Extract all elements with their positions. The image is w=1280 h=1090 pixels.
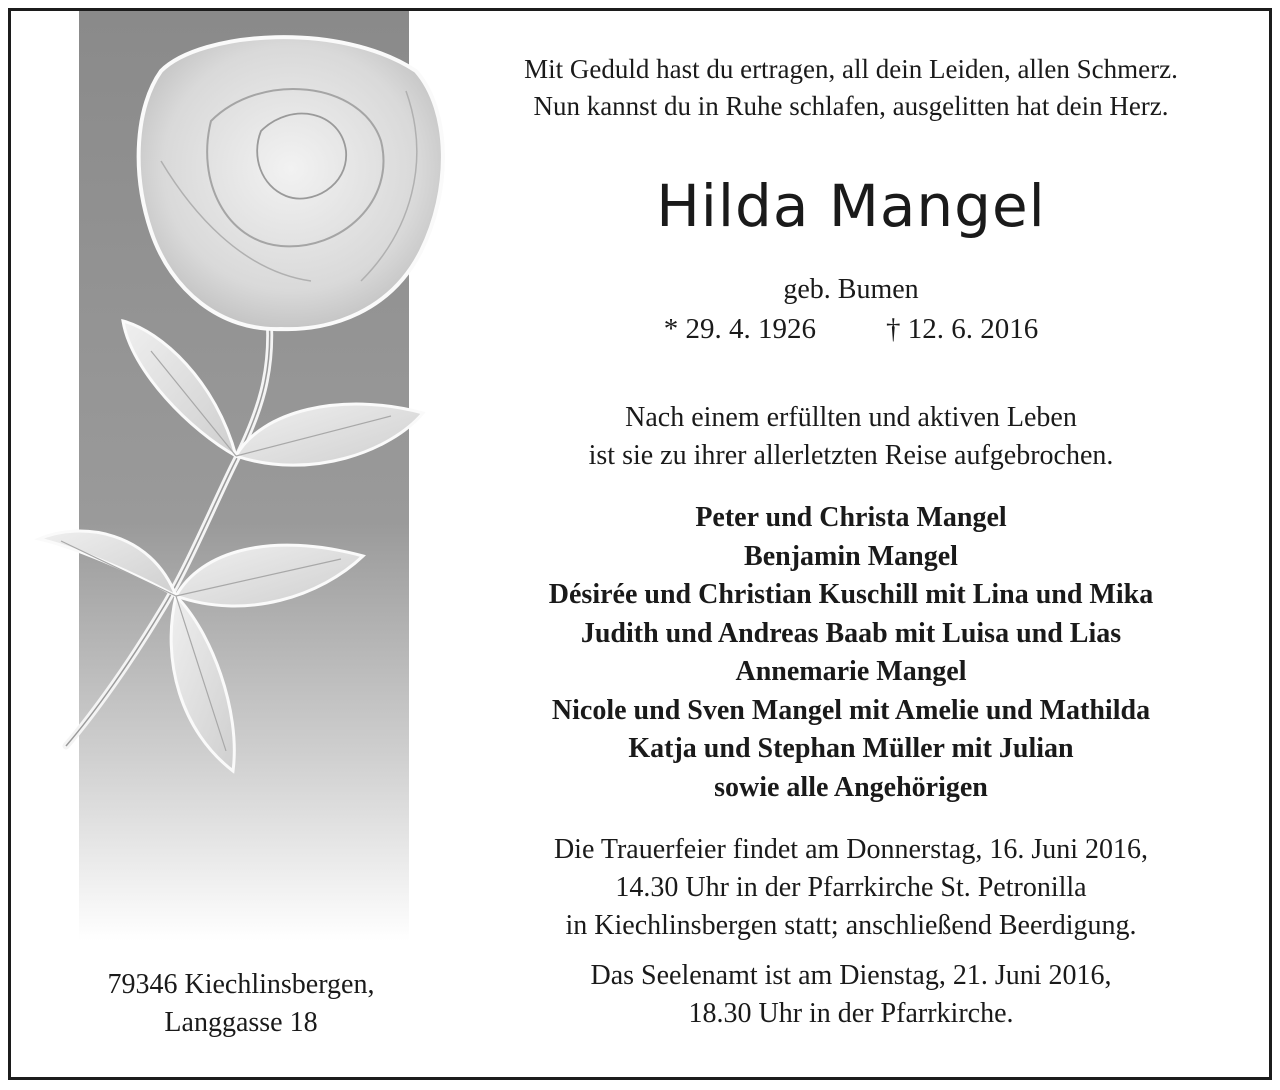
obituary-notice — [8, 8, 1272, 1080]
verse-line: Nun kannst du in Ruhe schlafen, ausgelitten hat dein Herz. — [533, 91, 1169, 121]
life-dates — [441, 309, 1261, 349]
intro-line: ist sie zu ihrer allerletzten Reise aufgebrochen. — [588, 440, 1114, 471]
notice-text — [441, 51, 1261, 1033]
deceased-name: Hilda Mangel — [656, 172, 1046, 240]
family-member: Nicole und Sven Mangel mit Amelie und Mathilda — [551, 694, 1151, 726]
death-date: † 12. 6. 2016 — [886, 313, 1039, 345]
service-line: 14.30 Uhr in der Pfarrkirche St. Petronilla — [615, 872, 1087, 903]
birth-date: * 29. 4. 1926 — [663, 313, 816, 345]
service-line: Die Trauerfeier findet am Donnerstag, 16. Juni 2016, — [553, 834, 1149, 865]
birth-name: geb. Bumen — [783, 274, 919, 305]
family-member: Peter und Christa Mangel — [695, 502, 1007, 533]
requiem-mass-info — [441, 957, 1261, 1033]
mass-line: 18.30 Uhr in der Pfarrkirche. — [688, 998, 1014, 1029]
verse-line: Mit Geduld hast du ertragen, all dein Leiden, allen Schmerz. — [524, 54, 1178, 84]
address-line: Langgasse 18 — [164, 1007, 318, 1038]
family-member: Désirée und Christian Kuschill mit Lina und Mika — [548, 579, 1154, 610]
family-member: Benjamin Mangel — [744, 540, 958, 572]
mass-line: Das Seelenamt ist am Dienstag, 21. Juni 2016, — [590, 960, 1112, 991]
funeral-service-info — [441, 831, 1261, 945]
rose-illustration — [11, 11, 481, 941]
intro-text — [441, 399, 1261, 475]
family-member: Katja und Stephan Müller mit Julian — [628, 733, 1074, 764]
address-line: 79346 Kiechlinsbergen, — [107, 969, 375, 1000]
family-member: sowie alle Angehörigen — [714, 771, 988, 803]
service-line: in Kiechlinsbergen statt; anschließend Beerdigung. — [565, 910, 1137, 941]
intro-line: Nach einem erfüllten und aktiven Leben — [625, 402, 1077, 433]
family-member: Judith und Andreas Baab mit Luisa und Lias — [580, 617, 1122, 649]
verse — [441, 51, 1261, 125]
family-list — [441, 499, 1261, 807]
family-member: Annemarie Mangel — [735, 656, 967, 687]
address-block — [51, 966, 431, 1042]
